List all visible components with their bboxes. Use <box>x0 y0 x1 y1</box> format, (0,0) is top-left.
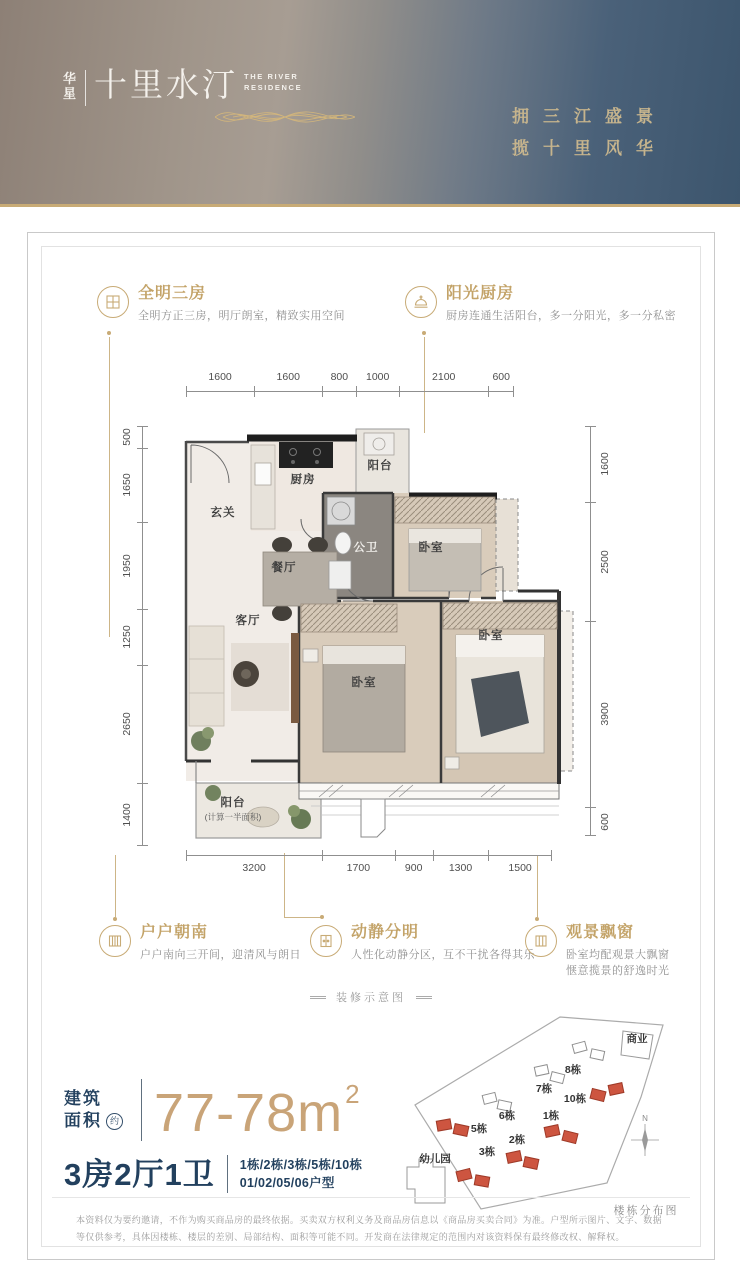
feature-desc-line2: 惬意揽景的舒逸时光 <box>566 964 670 977</box>
feature-desc: 户户南向三开间，迎清风与朗日 <box>140 949 301 961</box>
feature-zoning <box>310 925 535 964</box>
dimension-segment: 600 <box>584 807 596 836</box>
brand-char-2: 星 <box>63 85 78 101</box>
feature-desc: 人性化动静分区，互不干扰各得其乐 <box>351 949 535 961</box>
building-label-highlighted: 3栋 <box>478 1146 496 1158</box>
dimension-segment: 1600 <box>584 426 596 502</box>
floor-plan <box>151 421 591 851</box>
dimension-segment: 3200 <box>186 849 322 861</box>
room-label-balcony-top: 阳台 <box>367 460 393 472</box>
room-label-balcony-bottom: 阳台 <box>220 797 246 809</box>
dimension-segment: 1000 <box>356 385 399 397</box>
dimension-segment: 1500 <box>488 849 552 861</box>
feature-title: 观景飘窗 <box>566 924 635 941</box>
building-label-highlighted: 2栋 <box>508 1134 526 1146</box>
dimension-segment: 900 <box>395 849 433 861</box>
building-label: 6栋 <box>498 1110 516 1122</box>
room-label-bath: 公卫 <box>353 542 379 554</box>
dimension-segment: 2500 <box>584 502 596 621</box>
zones-icon <box>310 925 342 957</box>
dimension-segment: 1950 <box>136 522 148 609</box>
pillars-icon <box>99 925 131 957</box>
dimension-segment: 500 <box>136 426 148 448</box>
building-label: 8栋 <box>564 1064 582 1076</box>
building-label: 7栋 <box>535 1083 553 1095</box>
leader-dot <box>113 917 117 921</box>
brand-name <box>63 72 77 102</box>
disclaimer-text: 本资料仅为要约邀请，不作为购买商品房的最终依据。买卖双方权利义务及商品房信息以《商品房买卖合同》为准。户型所示图片、文字、数据等仅供参考，具体因楼栋、楼层的差别、局部结构、面积等可能不同。开发商在法律规定的范围内对该资料保有最终修改权、解释权。 <box>52 1197 690 1246</box>
divider-line <box>310 996 326 999</box>
area-label: 建筑 面积 <box>64 1088 102 1130</box>
room-label-bedroom-mid: 卧室 <box>351 677 377 689</box>
dimension-segment: 2650 <box>136 665 148 783</box>
dimension-chain-top <box>186 371 514 397</box>
room-label-kitchen: 厨房 <box>290 474 316 486</box>
building-label: 商业 <box>626 1033 648 1045</box>
building-label-highlighted: 10栋 <box>563 1093 587 1105</box>
divider-label: 装修示意图 <box>336 992 406 1004</box>
dimension-segment: 1300 <box>433 849 488 861</box>
room-label-balcony-note: (计算一半面积) <box>204 812 262 822</box>
dimension-segment: 600 <box>488 385 514 397</box>
feature-bay-window <box>525 925 670 980</box>
room-label-entry: 玄关 <box>210 507 236 519</box>
feature-desc: 卧室均配观景大飘窗 <box>566 949 670 961</box>
feature-bright-rooms <box>97 286 345 325</box>
slogan <box>512 108 667 172</box>
dimension-segment: 1650 <box>136 448 148 522</box>
leader-dot <box>320 915 324 919</box>
building-label: 幼儿园 <box>419 1153 451 1165</box>
section-divider <box>28 989 714 1005</box>
cloche-icon <box>405 286 437 318</box>
wave-ornament-icon <box>215 96 355 138</box>
slogan-line-1: 拥三江盛景 <box>512 107 667 126</box>
room-fills <box>186 429 573 838</box>
feature-title: 全明三房 <box>138 285 207 302</box>
dimension-segment: 1400 <box>136 783 148 846</box>
divider-line <box>416 996 432 999</box>
feature-title: 动静分明 <box>351 924 420 941</box>
feature-south-facing <box>99 925 301 964</box>
area-value: $77-78m^2$ <box>154 1078 361 1143</box>
approx-badge: 约 <box>106 1113 123 1130</box>
content-card <box>27 232 715 1260</box>
dimension-segment: 1700 <box>322 849 394 861</box>
dimension-segment: 1250 <box>136 609 148 665</box>
feature-sunny-kitchen <box>405 286 676 325</box>
leader-line <box>284 917 322 918</box>
room-label-bedroom-top: 卧室 <box>418 542 444 554</box>
feature-title: 户户朝南 <box>140 924 209 941</box>
site-plan-caption: 楼栋分布图 <box>613 1205 679 1217</box>
building-list: 1栋/2栋/3栋/5栋/10栋 01/02/05/06户型 <box>239 1157 363 1190</box>
feature-desc: 厨房连通生活阳台，多一分阳光，多一分私密 <box>446 310 676 322</box>
dimension-segment: 3900 <box>584 621 596 807</box>
brand-char-1: 华 <box>63 71 78 86</box>
room-label-bedroom-right: 卧室 <box>478 630 504 642</box>
compass-icon <box>631 1114 659 1156</box>
logo-divider <box>85 70 86 106</box>
feature-title: 阳光厨房 <box>446 285 515 302</box>
header-banner <box>0 0 740 207</box>
building-label-highlighted: 1栋 <box>542 1110 560 1122</box>
project-name: 十里水汀 <box>94 66 239 103</box>
building-label-highlighted: 5栋 <box>470 1123 488 1135</box>
leader-line <box>109 337 110 637</box>
unit-info <box>64 1079 362 1193</box>
vertical-divider <box>227 1155 228 1193</box>
leader-dot <box>107 331 111 335</box>
svg-text:N: N <box>642 1114 648 1123</box>
window-grid-icon <box>97 286 129 318</box>
dimension-segment: 1600 <box>254 385 322 397</box>
dimension-segment: 2100 <box>399 385 488 397</box>
bay-window-icon <box>525 925 557 957</box>
dimension-chain-left <box>121 426 148 846</box>
dimension-segment: 800 <box>322 385 356 397</box>
layout-text: 3房2厅1卫 <box>64 1156 215 1192</box>
room-label-dining: 餐厅 <box>271 562 297 574</box>
vertical-divider <box>141 1079 142 1141</box>
site-plan <box>401 1011 701 1226</box>
feature-desc: 全明方正三房，明厅朗室，精致实用空间 <box>138 310 345 322</box>
leader-line <box>115 855 116 917</box>
leader-dot <box>535 917 539 921</box>
dimension-segment: 1600 <box>186 385 254 397</box>
room-label-living: 客厅 <box>235 615 261 627</box>
project-name-en: THE RIVER RESIDENCE <box>244 72 303 93</box>
leader-dot <box>422 331 426 335</box>
slogan-line-2: 揽十里风华 <box>512 139 667 158</box>
